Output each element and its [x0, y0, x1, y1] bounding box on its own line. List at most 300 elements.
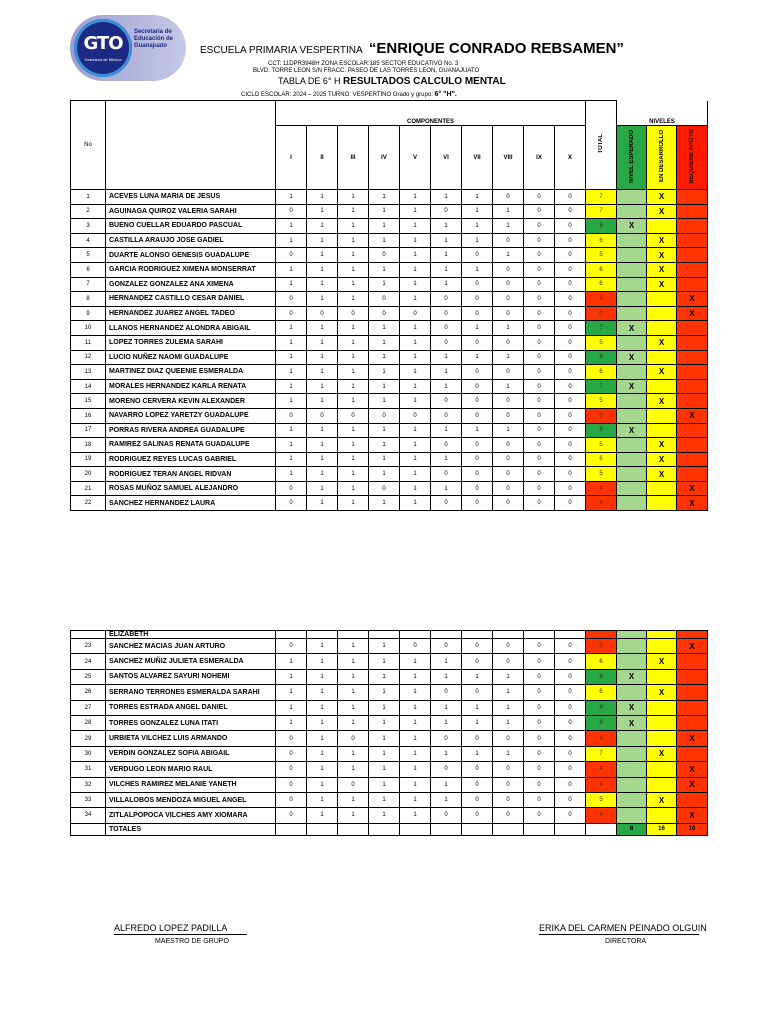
- table-row: [71, 365, 708, 380]
- total-cell: 0: [586, 306, 617, 321]
- score-cell: 0: [524, 379, 555, 394]
- table-row: [71, 654, 708, 669]
- score-cell: 1: [493, 350, 524, 365]
- level-cell-desarrollo: [647, 762, 677, 777]
- total-cell: 5: [586, 394, 617, 409]
- score-cell: 1: [276, 350, 307, 365]
- score-cell: 0: [369, 481, 400, 496]
- total-cell: 5: [586, 438, 617, 453]
- score-cell: 0: [431, 808, 462, 823]
- level-cell-desarrollo: [647, 350, 677, 365]
- score-cell: 0: [369, 292, 400, 307]
- row-number: 13: [71, 365, 106, 380]
- row-number: 1: [71, 190, 106, 205]
- level-cell-esperado: [617, 808, 647, 823]
- level-cell-desarrollo: [647, 467, 677, 482]
- score-cell: 1: [338, 685, 369, 700]
- row-number: 32: [71, 777, 106, 792]
- score-cell: 0: [493, 365, 524, 380]
- level-cell-apoyo: [677, 379, 708, 394]
- score-cell: 1: [369, 394, 400, 409]
- score-cell: 0: [431, 408, 462, 423]
- score-cell: 0: [431, 639, 462, 654]
- header-name: [106, 101, 276, 190]
- score-cell: 1: [307, 350, 338, 365]
- score-cell: 1: [462, 350, 493, 365]
- score-cell: 1: [338, 219, 369, 234]
- student-name: SANCHEZ HERNANDEZ LAURA: [106, 496, 276, 511]
- score-cell: 0: [524, 700, 555, 715]
- row-number: 15: [71, 394, 106, 409]
- level-cell-esperado: [617, 408, 647, 423]
- score-cell: 0: [493, 262, 524, 277]
- score-cell: 1: [369, 321, 400, 336]
- header-level-label: EN DESARROLLO: [658, 130, 665, 183]
- totals-empty: [524, 823, 555, 835]
- score-cell: 1: [307, 277, 338, 292]
- score-cell: 1: [369, 685, 400, 700]
- score-cell: 0: [524, 321, 555, 336]
- score-cell: 1: [338, 654, 369, 669]
- score-cell: 0: [555, 715, 586, 730]
- student-name: PORRAS RIVERA ANDREA GUADALUPE: [106, 423, 276, 438]
- score-cell: 0: [555, 350, 586, 365]
- total-cell: 3: [586, 292, 617, 307]
- level-mark: X: [658, 265, 665, 275]
- level-mark: X: [658, 795, 665, 805]
- score-cell: 1: [338, 335, 369, 350]
- level-cell-apoyo: [677, 219, 708, 234]
- score-cell: 1: [338, 248, 369, 263]
- score-cell: 1: [276, 277, 307, 292]
- score-cell: 0: [462, 335, 493, 350]
- level-cell-esperado: [617, 777, 647, 792]
- score-cell: 0: [462, 731, 493, 746]
- score-cell: 0: [276, 306, 307, 321]
- level-mark: X: [658, 338, 665, 348]
- score-cell: 1: [400, 762, 431, 777]
- score-cell: 0: [555, 321, 586, 336]
- level-cell-desarrollo: [647, 423, 677, 438]
- score-cell: 1: [307, 262, 338, 277]
- score-cell: 0: [462, 762, 493, 777]
- score-cell: 0: [369, 248, 400, 263]
- grade-group: 6° "H".: [434, 91, 457, 98]
- total-cell: 7: [586, 746, 617, 761]
- total-cell: 6: [586, 262, 617, 277]
- school-heading: [200, 40, 624, 57]
- total-cell: 3: [586, 731, 617, 746]
- level-cell-desarrollo: [647, 808, 677, 823]
- logo-dept-text: Secretaría de Educación de Guanajuato: [134, 29, 174, 49]
- student-name: VILCHES RAMIREZ MELANIE YANETH: [106, 777, 276, 792]
- score-cell: 1: [307, 654, 338, 669]
- score-cell: 0: [555, 292, 586, 307]
- score-cell: 0: [524, 394, 555, 409]
- score-cell: 0: [276, 639, 307, 654]
- score-cell: 0: [555, 731, 586, 746]
- score-cell: 0: [524, 496, 555, 511]
- score-cell: 0: [555, 700, 586, 715]
- score-cell: 0: [431, 467, 462, 482]
- score-cell: 1: [431, 277, 462, 292]
- score-cell: 1: [400, 496, 431, 511]
- student-name: SERRANO TERRONES ESMERALDA SARAHI: [106, 685, 276, 700]
- score-cell: 1: [307, 321, 338, 336]
- score-cell: 0: [400, 639, 431, 654]
- level-cell-apoyo: [677, 292, 708, 307]
- score-cell: 1: [369, 777, 400, 792]
- score-cell: 0: [276, 762, 307, 777]
- table-row: [71, 321, 708, 336]
- level-cell-esperado: [617, 731, 647, 746]
- score-cell: 0: [493, 233, 524, 248]
- level-mark: X: [689, 764, 695, 774]
- level-cell-apoyo: [677, 808, 708, 823]
- student-name: ZITLALPOPOCA VILCHES AMY XIOMARA: [106, 808, 276, 823]
- score-cell: 1: [369, 350, 400, 365]
- score-cell: 1: [276, 190, 307, 205]
- director-role: DIRECTORA: [605, 938, 647, 945]
- table-row: [71, 762, 708, 777]
- score-cell: 0: [524, 277, 555, 292]
- level-cell-apoyo: [677, 365, 708, 380]
- score-cell: 0: [462, 792, 493, 807]
- table-row: [71, 452, 708, 467]
- score-cell: 0: [555, 792, 586, 807]
- level-cell-desarrollo: [647, 700, 677, 715]
- table-row: [71, 306, 708, 321]
- table-title: [278, 76, 506, 87]
- table-row: [71, 467, 708, 482]
- header-level-1: [617, 126, 647, 190]
- score-cell: 1: [493, 715, 524, 730]
- score-cell: 1: [400, 233, 431, 248]
- score-cell: 1: [400, 792, 431, 807]
- header-component-4: IV: [369, 126, 400, 190]
- header-component-10: X: [555, 126, 586, 190]
- student-name: URBIETA VILCHEZ LUIS ARMANDO: [106, 731, 276, 746]
- score-cell: 0: [555, 379, 586, 394]
- score-cell: 1: [369, 204, 400, 219]
- score-cell: 1: [369, 219, 400, 234]
- total-cell: 7: [586, 321, 617, 336]
- score-cell: 1: [338, 262, 369, 277]
- score-cell: 0: [462, 808, 493, 823]
- table-row: [71, 808, 708, 823]
- level-mark: X: [628, 323, 635, 333]
- student-name: SANCHEZ MUÑIZ JULIETA ESMERALDA: [106, 654, 276, 669]
- score-cell: 1: [338, 700, 369, 715]
- total-cell: 6: [586, 685, 617, 700]
- score-cell: 0: [555, 262, 586, 277]
- score-cell: 1: [369, 700, 400, 715]
- row-number: 7: [71, 277, 106, 292]
- header-component-7: VII: [462, 126, 493, 190]
- header-levels: NIVELES: [617, 101, 708, 126]
- total-cell: 5: [586, 335, 617, 350]
- level-cell-desarrollo: [647, 669, 677, 684]
- score-cell: 1: [338, 792, 369, 807]
- score-cell: 1: [400, 262, 431, 277]
- table-row: [71, 248, 708, 263]
- director-signature-line: [539, 934, 699, 935]
- score-cell: 0: [555, 408, 586, 423]
- score-cell: 1: [431, 777, 462, 792]
- score-cell: 0: [462, 685, 493, 700]
- score-cell: 1: [338, 204, 369, 219]
- score-cell: 1: [431, 233, 462, 248]
- totals-empty: [400, 823, 431, 835]
- totals-label: TOTALES: [106, 823, 276, 835]
- score-cell: 0: [524, 731, 555, 746]
- score-cell: 1: [369, 496, 400, 511]
- row-number: 20: [71, 467, 106, 482]
- score-cell: 1: [338, 438, 369, 453]
- score-cell: 1: [369, 808, 400, 823]
- level-cell-apoyo: [677, 438, 708, 453]
- score-cell: 1: [431, 700, 462, 715]
- table-row: [71, 350, 708, 365]
- table-row: [71, 715, 708, 730]
- score-cell: 0: [524, 204, 555, 219]
- score-cell: 1: [462, 700, 493, 715]
- level-mark: X: [628, 703, 635, 713]
- score-cell: 1: [276, 335, 307, 350]
- table-row: [71, 204, 708, 219]
- level-cell-esperado: [617, 306, 647, 321]
- level-mark: X: [658, 396, 665, 406]
- score-cell: 0: [493, 639, 524, 654]
- score-cell: 1: [307, 669, 338, 684]
- score-cell: 0: [524, 423, 555, 438]
- score-cell: 1: [338, 669, 369, 684]
- score-cell: 1: [276, 219, 307, 234]
- score-cell: 1: [307, 715, 338, 730]
- score-cell: 1: [493, 423, 524, 438]
- table-row: [71, 233, 708, 248]
- score-cell: 1: [369, 452, 400, 467]
- row-number: 8: [71, 292, 106, 307]
- score-cell: 0: [493, 777, 524, 792]
- score-cell: 1: [462, 321, 493, 336]
- score-cell: 1: [493, 685, 524, 700]
- table-row: [71, 685, 708, 700]
- title-main: RESULTADOS CALCULO MENTAL: [342, 76, 506, 87]
- score-cell: 1: [276, 379, 307, 394]
- score-cell: 1: [307, 204, 338, 219]
- level-mark: X: [658, 367, 665, 377]
- level-cell-esperado: [617, 746, 647, 761]
- table-row: [71, 639, 708, 654]
- score-cell: 1: [338, 808, 369, 823]
- level-cell-apoyo: [677, 777, 708, 792]
- teacher-role: MAESTRO DE GRUPO: [155, 938, 229, 945]
- level-mark: X: [689, 309, 695, 319]
- score-cell: 0: [369, 408, 400, 423]
- score-cell: 0: [524, 452, 555, 467]
- score-cell: 1: [307, 731, 338, 746]
- header-components: COMPONENTES: [276, 101, 586, 126]
- score-cell: 1: [307, 792, 338, 807]
- level-mark: X: [689, 484, 695, 494]
- level-cell-esperado: [617, 423, 647, 438]
- score-cell: 1: [307, 365, 338, 380]
- score-cell: 1: [431, 262, 462, 277]
- score-cell: 1: [400, 394, 431, 409]
- score-cell: 1: [431, 190, 462, 205]
- score-cell: 0: [369, 306, 400, 321]
- score-cell: 1: [307, 452, 338, 467]
- score-cell: 0: [524, 292, 555, 307]
- level-mark: X: [628, 672, 635, 682]
- score-cell: 1: [369, 715, 400, 730]
- score-cell: 1: [338, 639, 369, 654]
- score-cell: 0: [276, 496, 307, 511]
- score-cell: 0: [555, 423, 586, 438]
- score-cell: 1: [400, 452, 431, 467]
- score-cell: 0: [493, 467, 524, 482]
- total-cell: 4: [586, 496, 617, 511]
- level-cell-esperado: [617, 762, 647, 777]
- score-cell: 0: [555, 248, 586, 263]
- student-name: DUARTE ALONSO GENESIS GUADALUPE: [106, 248, 276, 263]
- score-cell: 0: [524, 350, 555, 365]
- level-cell-desarrollo: [647, 379, 677, 394]
- level-cell-apoyo: [677, 423, 708, 438]
- score-cell: 0: [555, 777, 586, 792]
- total-cell: 8: [586, 423, 617, 438]
- student-name: NAVARRO LOPEZ YARETZY GUADALUPE: [106, 408, 276, 423]
- score-cell: 1: [369, 669, 400, 684]
- score-cell: 0: [431, 292, 462, 307]
- level-cell-apoyo: [677, 792, 708, 807]
- score-cell: 1: [338, 379, 369, 394]
- score-cell: 1: [400, 379, 431, 394]
- score-cell: 0: [524, 438, 555, 453]
- score-cell: 1: [400, 731, 431, 746]
- score-cell: 1: [276, 467, 307, 482]
- level-cell-desarrollo: [647, 746, 677, 761]
- score-cell: 1: [462, 219, 493, 234]
- score-cell: 0: [276, 248, 307, 263]
- score-cell: 0: [307, 306, 338, 321]
- header-level-2: [647, 126, 677, 190]
- student-name: LLANOS HERNANDEZ ALONDRA ABIGAIL: [106, 321, 276, 336]
- level-cell-desarrollo: [647, 731, 677, 746]
- school-info-line-2: BLVD. TORRE LEON S/N FRACC. PASEO DE LAS TORRES LEON, GUANAJUATO: [253, 68, 480, 74]
- row-number: 10: [71, 321, 106, 336]
- student-name: ACEVES LUNA MARIA DE JESUS: [106, 190, 276, 205]
- score-cell: 1: [369, 654, 400, 669]
- score-cell: 0: [524, 481, 555, 496]
- header-level-3: [677, 126, 708, 190]
- level-cell-esperado: [617, 190, 647, 205]
- student-name: VERDIN GONZALEZ SOFIA ABIGAIL: [106, 746, 276, 761]
- table-row: [71, 219, 708, 234]
- score-cell: 1: [338, 496, 369, 511]
- score-cell: 0: [555, 685, 586, 700]
- score-cell: 1: [400, 277, 431, 292]
- score-cell: 0: [493, 496, 524, 511]
- level-cell-apoyo: [677, 394, 708, 409]
- score-cell: 1: [493, 204, 524, 219]
- score-cell: 1: [431, 654, 462, 669]
- score-cell: 1: [462, 190, 493, 205]
- total-cell: 7: [586, 204, 617, 219]
- level-cell-desarrollo: [647, 452, 677, 467]
- total-cell: 4: [586, 808, 617, 823]
- student-name: AGUINAGA QUIROZ VALERIA SARAHI: [106, 204, 276, 219]
- score-cell: 1: [431, 365, 462, 380]
- score-cell: 1: [400, 746, 431, 761]
- score-cell: 1: [369, 233, 400, 248]
- score-cell: 1: [493, 321, 524, 336]
- header-component-6: VI: [431, 126, 462, 190]
- level-cell-apoyo: [677, 452, 708, 467]
- level-mark: X: [689, 498, 695, 508]
- score-cell: 1: [369, 762, 400, 777]
- score-cell: 0: [462, 452, 493, 467]
- score-cell: 1: [276, 685, 307, 700]
- title-prefix: TABLA DE 6° H: [278, 76, 341, 86]
- student-name: LOPEZ TORRES ZULEMA SARAHI: [106, 335, 276, 350]
- score-cell: 0: [555, 639, 586, 654]
- row-number: 27: [71, 700, 106, 715]
- student-name: SANCHEZ MACIAS JUAN ARTURO: [106, 639, 276, 654]
- student-name: LUCIO NUÑEZ NAOMI GUADALUPE: [106, 350, 276, 365]
- level-mark: X: [658, 192, 665, 202]
- student-name: VILLALOBOS MENDOZA MIGUEL ANGEL: [106, 792, 276, 807]
- score-cell: 1: [276, 700, 307, 715]
- row-number: 29: [71, 731, 106, 746]
- level-cell-desarrollo: [647, 496, 677, 511]
- level-cell-desarrollo: [647, 335, 677, 350]
- level-cell-esperado: [617, 639, 647, 654]
- score-cell: 1: [431, 792, 462, 807]
- row-number: 12: [71, 350, 106, 365]
- score-cell: 0: [555, 277, 586, 292]
- score-cell: 1: [400, 685, 431, 700]
- total-cell: 6: [586, 365, 617, 380]
- level-cell-apoyo: [677, 248, 708, 263]
- score-cell: 0: [493, 762, 524, 777]
- level-mark: X: [628, 425, 635, 435]
- level-cell-apoyo: [677, 669, 708, 684]
- score-cell: 0: [276, 746, 307, 761]
- score-cell: 1: [400, 321, 431, 336]
- level-cell-esperado: [617, 233, 647, 248]
- score-cell: 0: [555, 762, 586, 777]
- score-cell: 0: [493, 438, 524, 453]
- totals-row: [71, 823, 708, 835]
- score-cell: 1: [307, 292, 338, 307]
- score-cell: 0: [338, 408, 369, 423]
- score-cell: 0: [555, 233, 586, 248]
- level-cell-desarrollo: [647, 777, 677, 792]
- table-row: [71, 292, 708, 307]
- total-cell: 6: [586, 233, 617, 248]
- score-cell: 1: [338, 350, 369, 365]
- level-mark: X: [658, 749, 665, 759]
- score-cell: 0: [431, 306, 462, 321]
- level-cell-esperado: [617, 292, 647, 307]
- row-number: 19: [71, 452, 106, 467]
- level-cell-desarrollo: [647, 408, 677, 423]
- level-cell-desarrollo: [647, 277, 677, 292]
- level-cell-esperado: [617, 685, 647, 700]
- level-cell-apoyo: [677, 762, 708, 777]
